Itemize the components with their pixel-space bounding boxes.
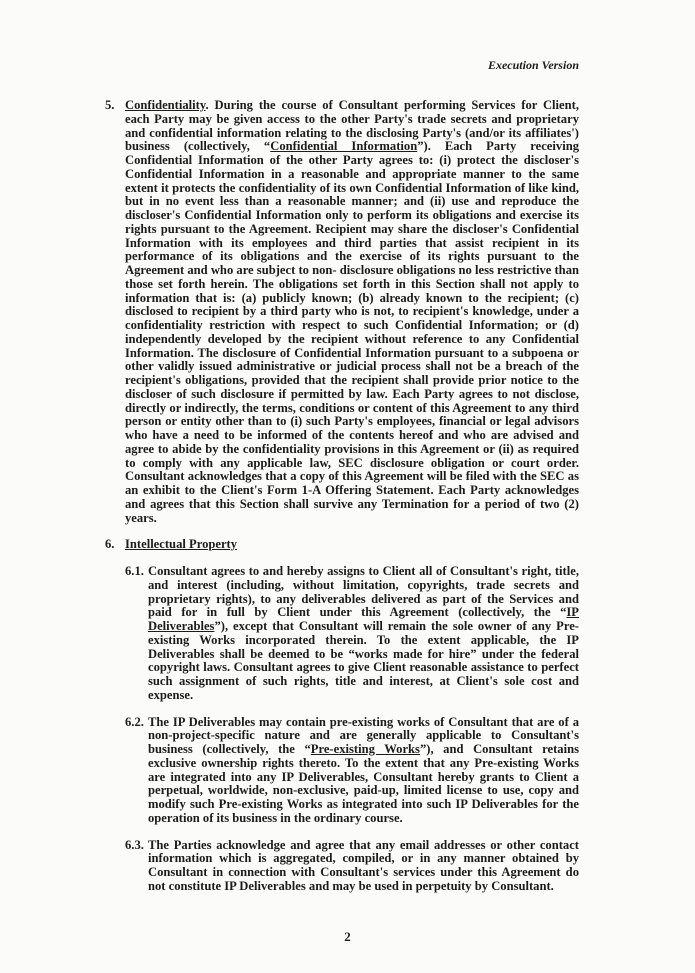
execution-version-header: Execution Version [487,58,579,72]
page-number: 2 [344,928,351,944]
subsection-text: Consultant agrees to and hereby assigns to Client all of Consultant's right, title, and interest (including, without limitation, copyrights, trade secrets and proprietary rights), to any deliverables delivered as part of the Services and paid for in full by Client under this Agreement (collectively, the “ [148,564,579,620]
subsection-text: The IP Deliverables may contain pre-existing works of Consultant that are of a non-project-specific nature and are generally applicable to Consultant's business (collectively, the “ [148,714,579,756]
subsection-number: 6.2. [125,714,144,729]
subsection-text: ”), except that Consultant will remain the sole owner of any Pre-existing Works incorporated therein. To the extent applicable, the IP Deliverables shall be deemed to be “works made for hire” under the federal copyright laws. Consultant agrees to give Client reasonable assistance to perfect such assignment of such rights, title and interest, at Client's sole cost and expense. [148,619,579,702]
section-5-confidentiality [105,99,579,525]
section-number: 6. [105,537,115,552]
section-title: Intellectual Property [125,537,238,552]
subsection-6-1 [125,565,579,703]
section-text: ”). Each Party receiving Confidential Information of the other Party agrees to: (i) protect the discloser's Confidential Information in a reasonable and appropriate manner to the same extent it protects the confidentiality of its own Confidential Information of like kind, but in no event less than a reasonable manner; and (ii) use and reproduce the discloser's Confidential Information only to perform its obligations and exercise its rights pursuant to the Agreement. Recipient may share the discloser's Confidential Information with its employees and third parties that assist recipient in its performance of its obligations and the exercise of its rights pursuant to the Agreement and who are subject to non- disclosure obligations no less restrictive than those set forth herein. The obligations set forth in this Section shall not apply to information that is: (a) publicly known; (b) already known to the recipient; (c) disclosed to recipient by a third party who is not, to recipient's knowledge, under a confidentiality restriction with respect to such Confidential Information; or (d) independently developed by the recipient without reference to any Confidential Information. The disclosure of Confidential Information pursuant to a subpoena or other validly issued administrative or judicial process shall not be a breach of the recipient's obligations, provided that the recipient shall provide prior notice to the discloser of such disclosure if permitted by law. Each Party agrees to not disclose, directly or indirectly, the terms, conditions or content of this Agreement to any third person or entity other than to (i) such Party's employees, financial or legal advisors who have a need to be informed of the contents hereof and who are advised and agree to abide by the confidentiality provisions in this Agreement or (ii) as required to comply with any applicable law, SEC disclosure obligation or court order. Consultant acknowledges that a copy of this Agreement will be filed with the SEC as an exhibit to the Client's Form 1-A Offering Statement. Each Party acknowledges and agrees that this Section shall survive any Termination for a period of two (2) years. [125,139,579,525]
section-text: . During the course of Consultant performing Services for Client, each Party may be given access to the other Party's trade secrets and proprietary and confidential information relating to the disclosing Party's (and/or its affiliates') business (collectively, “ [125,98,579,154]
defined-term: IP Deliverables [148,605,579,633]
section-number: 5. [105,98,115,112]
subsection-text: The Parties acknowledge and agree that any email addresses or other contact information which is aggregated, compiled, or in any manner obtained by Consultant in connection with Consultant's services under this Agreement do not constitute IP Deliverables and may be used in perpetuity by Consultant. [148,837,579,893]
subsection-number: 6.3. [125,837,144,852]
defined-term: Confidential Information [270,139,418,154]
section-body [125,99,579,525]
defined-term: Pre-existing Works [310,742,420,756]
subsection-text: ”), and Consultant retains exclusive ownership rights thereto. To the extent that any Pre-existing Works are integrated into any IP Deliverables, Consultant hereby grants to Client a perpetual, worldwide, non-exclusive, paid-up, limited license to use, copy and modify such Pre-existing Works as integrated into such IP Deliverables for the operation of its business in the ordinary course. [148,742,580,825]
subsection-6-3 [125,839,579,894]
subsection-number: 6.1. [125,564,144,578]
section-title: Confidentiality [125,98,206,112]
section-6-intellectual-property [105,538,579,893]
subsection-6-2 [125,716,579,826]
